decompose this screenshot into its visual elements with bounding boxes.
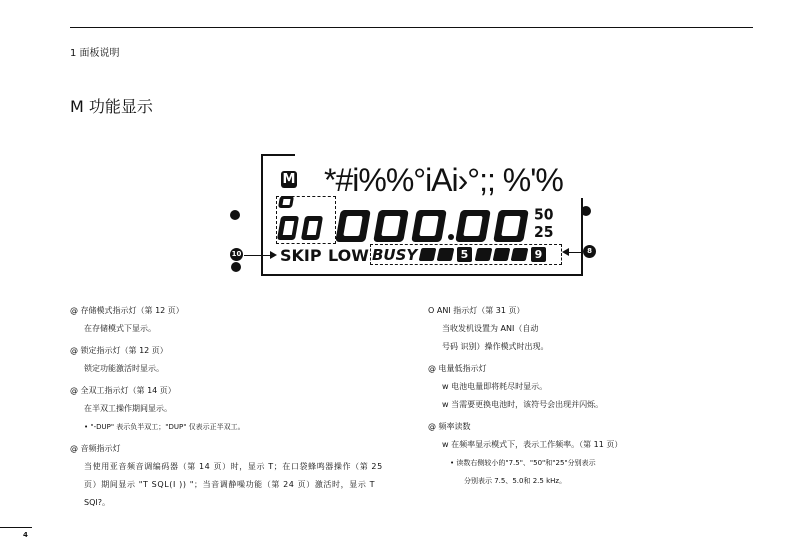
low-battery-desc-2: w 当需要更换电池时，该符号会出现并闪烁。 <box>442 400 604 409</box>
right-description-column <box>428 302 622 490</box>
meter-segment-5: 5 <box>457 247 472 262</box>
callout-number-left: 10 <box>230 248 243 261</box>
meter-segment <box>437 248 455 261</box>
freq-fraction-25: 25 <box>534 224 554 242</box>
section-title: 1 面板说明 <box>70 48 120 59</box>
callout-arrow-right <box>568 252 583 253</box>
tone-indicator-heading: @ 音频指示灯 <box>70 444 121 453</box>
callout-number-right: 8 <box>583 245 596 258</box>
meter-segment <box>419 248 437 261</box>
lcd-display-illustration <box>228 148 600 278</box>
ani-indicator-desc-1: 当收发机设置为 ANI（自动 <box>442 324 539 333</box>
meter-segment <box>511 248 529 261</box>
freq-digit-1 <box>335 210 371 242</box>
left-description-column <box>70 302 383 512</box>
arrowhead-right <box>270 251 277 259</box>
page-heading: M 功能显示 <box>70 97 153 116</box>
skip-indicator: SKIP <box>280 246 322 265</box>
meter-segment <box>493 248 511 261</box>
small-segment-digit <box>278 196 294 208</box>
callout-arrow-left <box>244 255 270 256</box>
meter-segment <box>475 248 493 261</box>
memory-indicator-heading: @ 存储模式指示灯（第 12 页） <box>70 306 184 315</box>
lcd-frame-top <box>261 154 295 156</box>
callout-partial-left <box>230 210 240 220</box>
busy-indicator: BUSY <box>372 246 418 264</box>
ani-indicator-desc-2: 号码 识别）操作模式时出现。 <box>442 342 549 351</box>
freq-digit-2 <box>373 210 409 242</box>
frequency-readout-note-2: 分别表示 7.5、5.0和 2.5 kHz。 <box>464 477 567 485</box>
freq-digit-5 <box>493 210 529 242</box>
freq-decimal-point <box>448 234 454 240</box>
memory-indicator-desc: 在存储模式下显示。 <box>84 324 156 333</box>
page-number: 4 <box>23 531 28 539</box>
callout-partial-bottom-left <box>231 262 241 272</box>
low-battery-heading: @ 电量低指示灯 <box>428 364 487 373</box>
freq-fraction-50: 50 <box>534 206 554 224</box>
lcd-frame-left <box>261 154 263 274</box>
freq-digit-3 <box>411 210 447 242</box>
tone-indicator-desc-3: SQI?。 <box>84 498 110 507</box>
footer-rule <box>0 527 32 528</box>
meter-segment-9: 9 <box>531 247 546 262</box>
callout-partial-right <box>581 206 591 216</box>
frequency-readout-note-1: • 读数右侧较小的"7.5"、"50"和"25"分别表示 <box>450 459 596 467</box>
garbled-overlay-text: *#i%%°iAi›°;; %'% <box>324 162 563 198</box>
lock-indicator-heading: @ 锁定指示灯（第 12 页） <box>70 346 168 355</box>
tone-indicator-desc-1: 当使用亚音频音调编码器（第 14 页）时，显示 T；在口袋蜂鸣器操作（第 25 <box>84 462 383 471</box>
lock-indicator-desc: 锁定功能激活时显示。 <box>84 364 164 373</box>
frequency-readout-heading: @ 频率读数 <box>428 422 471 431</box>
ani-indicator-heading: O ANI 指示灯（第 31 页） <box>428 306 525 315</box>
duplex-indicator-note: • "-DUP" 表示负半双工；"DUP" 仅表示正半双工。 <box>84 423 245 431</box>
tone-indicator-desc-2: 页）期间显示 "T SQL(I )) "；当音调静噪功能（第 24 页）激活时，显示 T <box>84 480 376 489</box>
freq-fraction <box>534 206 553 241</box>
freq-digit-4 <box>455 210 491 242</box>
duplex-indicator-heading: @ 全双工指示灯（第 14 页） <box>70 386 176 395</box>
duplex-indicator-desc: 在半双工操作期间显示。 <box>84 404 172 413</box>
low-indicator: LOW <box>328 246 369 265</box>
frequency-readout-desc: w 在频率显示模式下，表示工作频率。（第 11 页） <box>442 440 623 449</box>
lcd-frame-bottom <box>261 274 581 276</box>
memory-mode-icon: M <box>282 172 296 187</box>
top-rule <box>70 27 753 28</box>
low-battery-desc-1: w 电池电量即将耗尽时显示。 <box>442 382 548 391</box>
